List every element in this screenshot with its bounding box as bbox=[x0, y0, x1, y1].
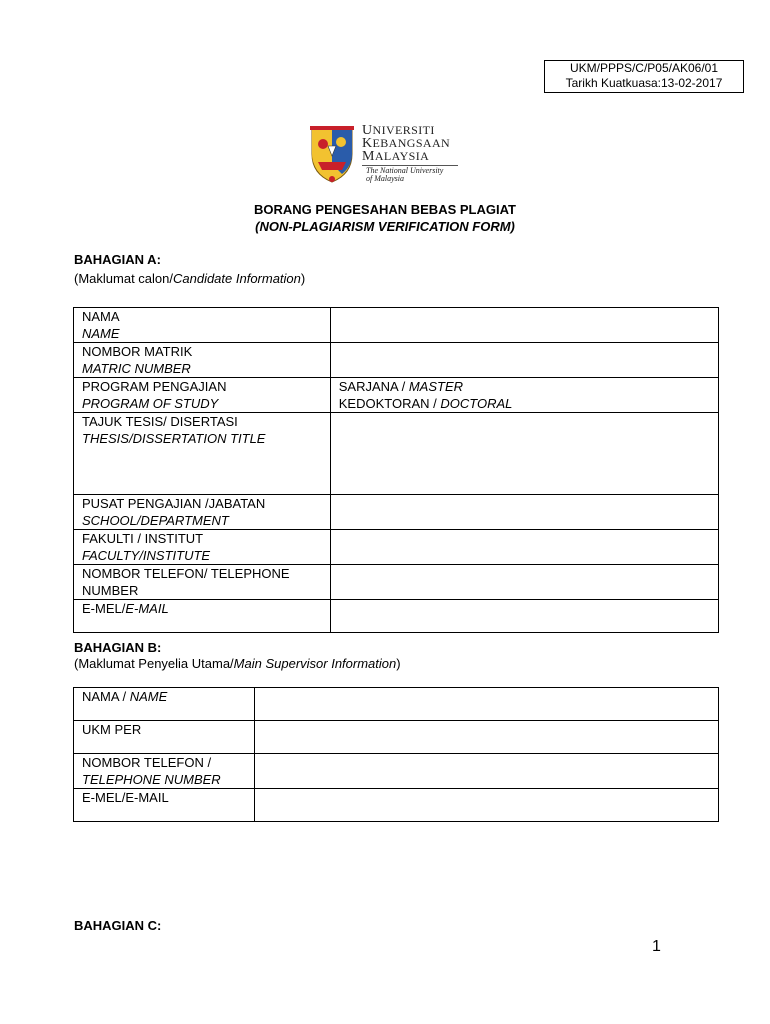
supervisor-email-label: E-MEL/E-MAIL bbox=[74, 789, 255, 822]
supervisor-email-field[interactable] bbox=[254, 789, 718, 822]
option-doctoral[interactable]: KEDOKTORAN / DOCTORAL bbox=[338, 395, 513, 411]
ukm-per-field[interactable] bbox=[254, 721, 718, 754]
email-label: E-MEL/E-MAIL bbox=[74, 600, 331, 633]
candidate-info-table bbox=[73, 307, 719, 633]
table-row bbox=[74, 413, 719, 495]
school-department-field[interactable] bbox=[330, 495, 718, 530]
matric-number-field[interactable] bbox=[330, 343, 718, 378]
program-of-study-label: PROGRAM PENGAJIAN PROGRAM OF STUDY bbox=[74, 378, 331, 413]
section-b-subtitle: (Maklumat Penyelia Utama/Main Supervisor Information) bbox=[74, 656, 401, 671]
table-row bbox=[74, 754, 719, 789]
faculty-institute-field[interactable] bbox=[330, 530, 718, 565]
matric-number-label: NOMBOR MATRIK MATRIC NUMBER bbox=[74, 343, 331, 378]
option-master[interactable]: SARJANA / MASTER bbox=[338, 379, 463, 394]
form-title: BORANG PENGESAHAN BEBAS PLAGIAT bbox=[254, 202, 516, 217]
table-row bbox=[74, 600, 719, 633]
name-field[interactable] bbox=[330, 308, 718, 343]
section-c-heading: BAHAGIAN C: bbox=[74, 918, 162, 933]
email-field[interactable] bbox=[330, 600, 718, 633]
ukm-per-label: UKM PER bbox=[74, 721, 255, 754]
effective-date: Tarikh Kuatkuasa:13-02-2017 bbox=[565, 76, 723, 90]
university-name: UNIVERSITI KEBANGSAAN MALAYSIA bbox=[362, 123, 451, 164]
telephone-label: NOMBOR TELEFON/ TELEPHONE NUMBER bbox=[74, 565, 331, 600]
school-department-label: PUSAT PENGAJIAN /JABATAN SCHOOL/DEPARTMENT bbox=[74, 495, 331, 530]
thesis-title-field[interactable] bbox=[330, 413, 718, 495]
name-label: NAMA NAME bbox=[74, 308, 331, 343]
section-b-heading: BAHAGIAN B: bbox=[74, 640, 162, 655]
table-row bbox=[74, 721, 719, 754]
table-row bbox=[74, 378, 719, 413]
table-row bbox=[74, 495, 719, 530]
supervisor-telephone-field[interactable] bbox=[254, 754, 718, 789]
table-row bbox=[74, 308, 719, 343]
form-title-english: (NON-PLAGIARISM VERIFICATION FORM) bbox=[255, 219, 515, 234]
document-reference-box bbox=[544, 60, 744, 93]
university-english-name: The National University of Malaysia bbox=[366, 166, 444, 183]
supervisor-telephone-label: NOMBOR TELEFON / TELEPHONE NUMBER bbox=[74, 754, 255, 789]
page-number: 1 bbox=[652, 938, 661, 955]
supervisor-info-table bbox=[73, 687, 719, 822]
thesis-title-label: TAJUK TESIS/ DISERTASI THESIS/DISSERTATION TITLE bbox=[74, 413, 331, 495]
table-row bbox=[74, 530, 719, 565]
university-crest-icon bbox=[306, 124, 358, 184]
table-row bbox=[74, 343, 719, 378]
faculty-institute-label: FAKULTI / INSTITUT FACULTY/INSTITUTE bbox=[74, 530, 331, 565]
table-row bbox=[74, 789, 719, 822]
section-a-heading: BAHAGIAN A: bbox=[74, 252, 161, 267]
supervisor-name-field[interactable] bbox=[254, 688, 718, 721]
university-logo bbox=[306, 124, 466, 184]
table-row bbox=[74, 688, 719, 721]
telephone-field[interactable] bbox=[330, 565, 718, 600]
supervisor-name-label: NAMA / NAME bbox=[74, 688, 255, 721]
program-of-study-field[interactable] bbox=[330, 378, 718, 413]
section-a-subtitle: (Maklumat calon/Candidate Information) bbox=[74, 271, 306, 286]
document-code: UKM/PPPS/C/P05/AK06/01 bbox=[569, 61, 719, 75]
table-row bbox=[74, 565, 719, 600]
